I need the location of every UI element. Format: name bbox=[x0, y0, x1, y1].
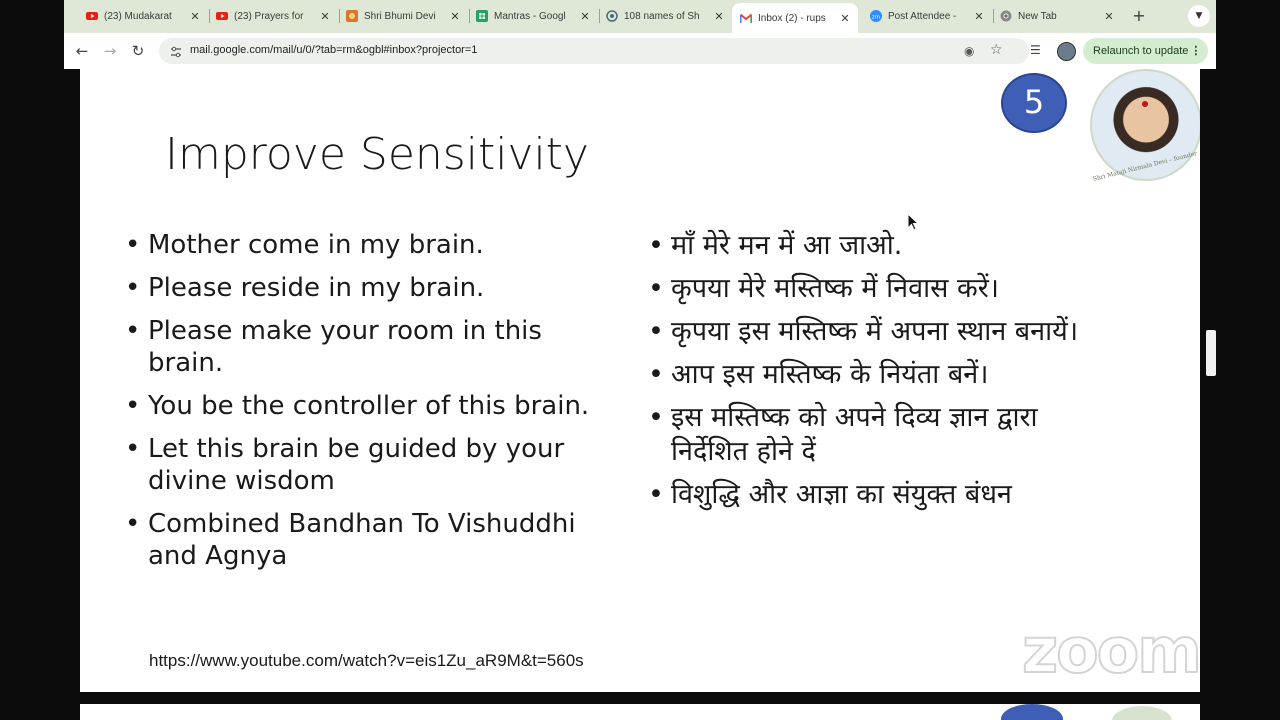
close-tab-icon[interactable]: ✕ bbox=[450, 10, 460, 23]
list-item: • आप इस मस्तिष्क के नियंता बनें। bbox=[648, 358, 1118, 392]
english-bullet-list bbox=[125, 229, 595, 583]
tab-title: 108 names of Sh bbox=[624, 10, 700, 22]
tab-title: (23) Mudakarat bbox=[104, 10, 172, 22]
profile-avatar[interactable] bbox=[1057, 42, 1076, 61]
tab-title: New Tab bbox=[1018, 10, 1057, 22]
close-tab-icon[interactable]: ✕ bbox=[714, 10, 724, 23]
close-tab-icon[interactable]: ✕ bbox=[580, 10, 590, 23]
list-item: • You be the controller of this brain. bbox=[125, 390, 595, 422]
list-item: • विशुद्धि और आज्ञा का संयुक्त बंधन bbox=[648, 478, 1118, 512]
address-bar[interactable] bbox=[159, 38, 1029, 64]
hindi-bullet-list bbox=[648, 229, 1118, 521]
mouse-cursor-icon bbox=[907, 213, 919, 231]
browser-tab-bar bbox=[64, 0, 1216, 33]
slide-title: Improve Sensitivity bbox=[165, 129, 589, 180]
list-item: • Let this brain be guided by your divine wisdom bbox=[125, 433, 595, 497]
youtube-icon bbox=[216, 10, 228, 22]
list-item: • Please reside in my brain. bbox=[125, 272, 595, 304]
tab-title: Inbox (2) - rups bbox=[758, 12, 826, 24]
tab-mantras[interactable] bbox=[468, 4, 598, 28]
tab-shri-bhumi-devi[interactable] bbox=[338, 4, 468, 28]
back-arrow-icon[interactable]: ← bbox=[75, 42, 89, 60]
sheets-icon bbox=[476, 10, 488, 22]
list-item: • कृपया मेरे मस्तिष्क में निवास करें। bbox=[648, 272, 1118, 306]
browser-toolbar bbox=[64, 33, 1216, 69]
close-tab-icon[interactable]: ✕ bbox=[320, 10, 330, 23]
tab-mudakarat[interactable] bbox=[78, 4, 208, 28]
tab-108-names[interactable] bbox=[598, 4, 732, 28]
web-icon bbox=[606, 10, 618, 22]
list-item: • कृपया इस मस्तिष्क में अपना स्थान बनायें। bbox=[648, 315, 1118, 349]
reload-icon[interactable]: ↻ bbox=[131, 42, 145, 60]
new-tab-button[interactable]: + bbox=[1132, 6, 1146, 25]
next-slide-preview bbox=[80, 704, 1200, 720]
list-item: • माँ मेरे मन में आ जाओ. bbox=[648, 229, 1118, 263]
zoom-icon bbox=[870, 10, 882, 22]
bindi-mark bbox=[1142, 101, 1148, 107]
list-item: • Mother come in my brain. bbox=[125, 229, 595, 261]
tab-title: Post Attendee - bbox=[888, 10, 957, 22]
portrait-image bbox=[1112, 706, 1172, 720]
bookmark-star-icon[interactable]: ☆ bbox=[990, 42, 1003, 58]
zoom-watermark: zoom bbox=[1022, 614, 1200, 687]
url-text[interactable]: mail.google.com/mail/u/0/?tab=rm&ogbl#inbox?projector=1 bbox=[190, 44, 478, 56]
scrollbar-thumb[interactable] bbox=[1206, 330, 1216, 376]
gmail-icon bbox=[740, 12, 752, 24]
close-tab-icon[interactable]: ✕ bbox=[840, 12, 850, 25]
tab-new-tab[interactable] bbox=[992, 4, 1122, 28]
relaunch-button[interactable] bbox=[1083, 38, 1208, 64]
image-icon bbox=[346, 10, 358, 22]
tab-title: (23) Prayers for bbox=[234, 10, 304, 22]
source-link[interactable]: https://www.youtube.com/watch?v=eis1Zu_aR9M&t=560s bbox=[149, 651, 584, 670]
tab-prayers[interactable] bbox=[208, 4, 338, 28]
presentation-slide bbox=[80, 69, 1200, 692]
media-controls-icon[interactable]: ☰ bbox=[1030, 43, 1041, 57]
list-item: • Combined Bandhan To Vishuddhi and Agnya bbox=[125, 508, 595, 572]
chrome-icon bbox=[1000, 10, 1012, 22]
site-settings-icon[interactable] bbox=[169, 44, 183, 58]
tab-title: Mantras - Googl bbox=[494, 10, 566, 22]
list-item: • Please make your room in this brain. bbox=[125, 315, 595, 379]
tab-search-chevron-icon[interactable]: ▼ bbox=[1188, 5, 1210, 27]
tab-post-attendee[interactable] bbox=[862, 4, 992, 28]
close-tab-icon[interactable]: ✕ bbox=[190, 10, 200, 23]
more-menu-icon[interactable]: ⋮ bbox=[1190, 45, 1202, 57]
forward-arrow-icon[interactable]: → bbox=[103, 42, 117, 60]
eye-icon[interactable]: ◉ bbox=[964, 44, 975, 58]
close-tab-icon[interactable]: ✕ bbox=[1104, 10, 1114, 23]
list-item: • इस मस्तिष्क को अपने दिव्य ज्ञान द्वारा निर्देशित होने दें bbox=[648, 401, 1118, 469]
portrait-caption: Shri Mataji Nirmala Devi – founder bbox=[1092, 150, 1198, 183]
slide-number-badge: 5 bbox=[1001, 73, 1067, 133]
tab-inbox[interactable] bbox=[732, 3, 858, 33]
relaunch-label: Relaunch to update bbox=[1093, 45, 1189, 57]
svg-text:zm: zm bbox=[871, 14, 881, 21]
close-tab-icon[interactable]: ✕ bbox=[974, 10, 984, 23]
tab-title: Shri Bhumi Devi bbox=[364, 10, 436, 22]
youtube-icon bbox=[86, 10, 98, 22]
slide-number-badge bbox=[1001, 704, 1063, 720]
